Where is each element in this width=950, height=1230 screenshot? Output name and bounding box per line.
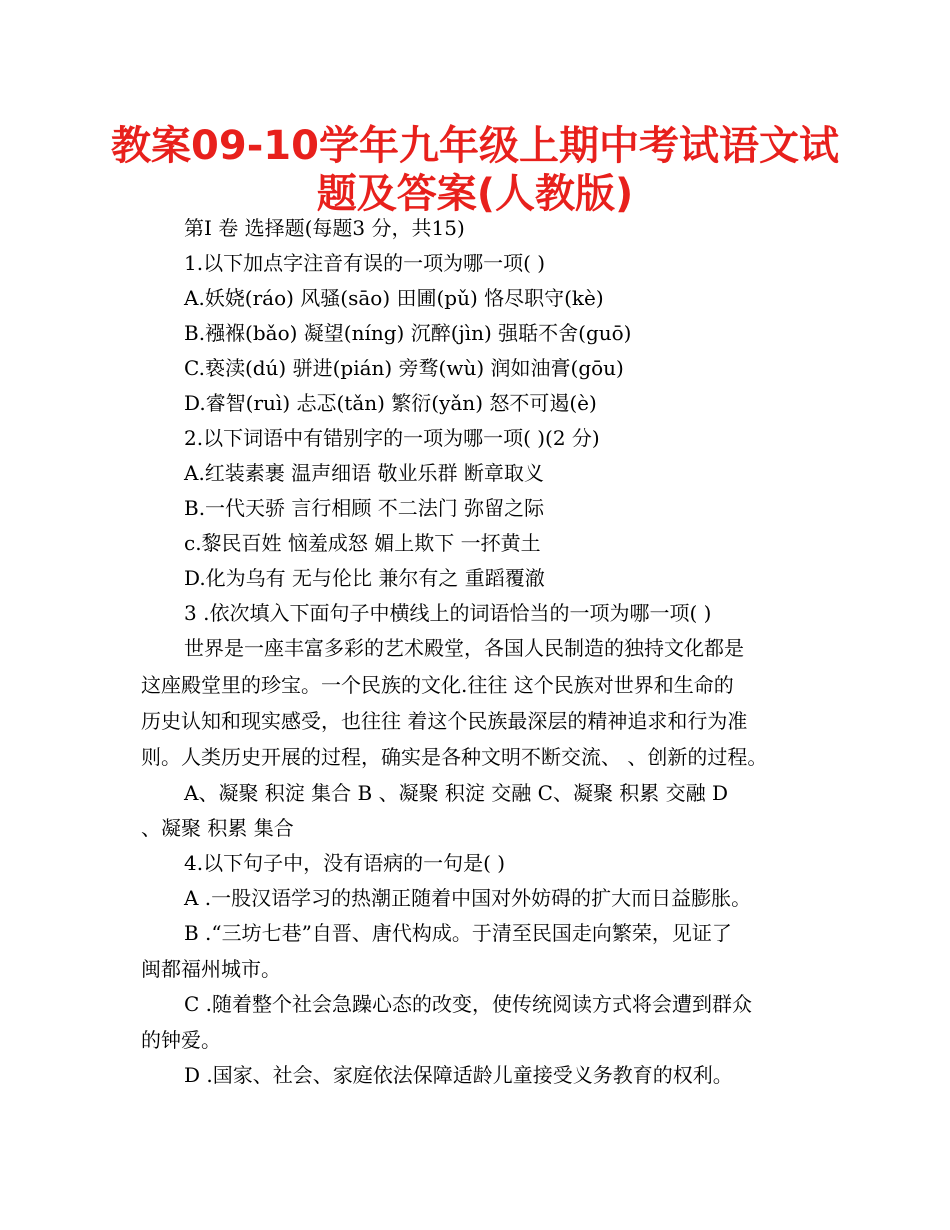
- question-3-passage-line-4: 则。人类历史开展的过程，确实是各种文明不断交流、 、创新的过程。: [141, 745, 768, 769]
- question-1-option-c: C.亵渎(dú) 骈进(pián) 旁骛(wù) 润如油膏(gōu): [184, 356, 624, 380]
- section-heading: 第Ⅰ 卷 选择题(每题3 分，共15): [184, 216, 465, 240]
- question-3-options-line-1: A、凝聚 积淀 集合 B 、凝聚 积淀 交融 C、凝聚 积累 交融 D: [184, 781, 729, 805]
- question-2-option-d: D.化为乌有 无与伦比 兼尔有之 重蹈覆澈: [184, 566, 545, 590]
- question-1-option-b: B.襁褓(bǎo) 凝望(níng) 沉醉(jìn) 强聒不舍(guō): [184, 321, 632, 345]
- question-4-option-c-line-1: C .随着整个社会急躁心态的改变，使传统阅读方式将会遭到群众: [184, 992, 753, 1016]
- question-4-stem: 4.以下句子中，没有语病的一句是( ): [184, 851, 506, 875]
- question-4-option-c-line-2: 的钟爱。: [141, 1028, 221, 1052]
- question-3-passage-line-1: 世界是一座丰富多彩的艺术殿堂，各国人民制造的独持文化都是: [184, 636, 744, 660]
- question-1-stem: 1.以下加点字注音有误的一项为哪一项( ): [184, 251, 546, 275]
- question-4-option-a: A .一股汉语学习的热潮正随着中国对外妨碍的扩大而日益膨胀。: [184, 886, 752, 910]
- question-3-passage-line-3: 历史认知和现实感受，也往往 着这个民族最深层的精神追求和行为准: [141, 709, 748, 733]
- question-4-option-d: D .国家、社会、家庭依法保障适龄儿童接受义务教育的权利。: [184, 1063, 733, 1087]
- question-2-option-a: A.红装素裹 温声细语 敬业乐群 断章取义: [184, 461, 544, 485]
- question-2-stem: 2.以下词语中有错别字的一项为哪一项( )(2 分): [184, 426, 600, 450]
- document-title-line-1: 教案09-10学年九年级上期中考试语文试: [111, 123, 839, 169]
- question-3-stem: 3 .依次填入下面句子中横线上的词语恰当的一项为哪一项( ): [184, 601, 712, 625]
- question-1-option-a: A.妖娆(ráo) 风骚(sāo) 田圃(pǔ) 恪尽职守(kè): [184, 286, 604, 310]
- question-1-option-d: D.睿智(ruì) 忐忑(tǎn) 繁衍(yǎn) 怒不可遏(è): [184, 391, 597, 415]
- question-2-option-c: c.黎民百姓 恼羞成怒 媚上欺下 一抔黄土: [184, 531, 541, 555]
- question-3-passage-line-2: 这座殿堂里的珍宝。一个民族的文化.往往 这个民族对世界和生命的: [141, 673, 734, 697]
- question-2-option-b: B.一代天骄 言行相顾 不二法门 弥留之际: [184, 496, 545, 520]
- document-title-line-2: 题及答案(人教版): [316, 171, 634, 217]
- question-4-option-b-line-2: 闽都福州城市。: [141, 957, 281, 981]
- question-4-option-b-line-1: B .“三坊七巷”自晋、唐代构成。于清至民国走向繁荣，见证了: [184, 921, 732, 945]
- question-3-options-line-2: 、凝聚 积累 集合: [141, 816, 294, 840]
